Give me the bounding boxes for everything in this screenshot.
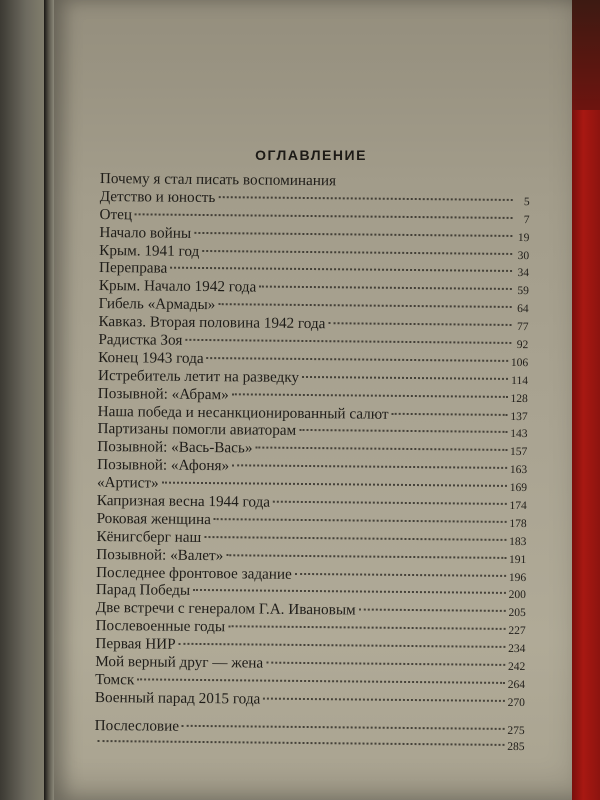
toc-entry-title: Послесловие	[94, 716, 180, 735]
toc-entry-page-number: 285	[507, 740, 525, 753]
dot-leader	[359, 609, 506, 612]
toc-entry-title: Истребитель летит на разведку	[97, 366, 300, 386]
dot-leader	[202, 250, 512, 255]
dot-leader	[302, 376, 508, 380]
toc-entry-page-number: 5	[523, 195, 530, 209]
toc-entry-page-number: 174	[509, 499, 527, 513]
toc-entry-page-number: 183	[509, 535, 527, 548]
toc-entry-page-number: 64	[517, 303, 529, 316]
dot-leader	[170, 267, 512, 272]
dot-leader	[214, 518, 507, 523]
dot-leader	[299, 429, 507, 433]
toc-heading: ОГЛАВЛЕНИЕ	[255, 147, 367, 163]
toc-entry-title: Детство и юность	[99, 187, 216, 206]
toc-entry-page-number: 227	[508, 625, 526, 638]
toc-entry-title: Гибель «Армады»	[98, 295, 216, 314]
toc-entry-page-number: 143	[510, 428, 528, 441]
toc-entry-title: Первая НИР	[95, 635, 176, 653]
toc-entry-page-number: 137	[510, 410, 528, 423]
toc-entry-page-number: 30	[517, 249, 530, 262]
dot-leader	[179, 643, 506, 648]
toc-entry-title: «Артист»	[96, 474, 159, 492]
dot-leader	[226, 554, 506, 559]
dot-leader	[162, 482, 507, 487]
dot-leader	[193, 589, 506, 594]
toc-entry-title: Конец 1943 года	[98, 348, 204, 367]
toc-entry-page-number: 114	[511, 374, 529, 387]
toc-entry-title: Военный парад 2015 года	[94, 688, 261, 708]
dot-leader	[339, 181, 513, 183]
dot-leader	[295, 572, 506, 576]
toc-entry-title: Почему я стал писать воспоминания	[99, 170, 337, 190]
dot-leader	[392, 412, 508, 415]
toc-entry-title: Наша победа и несанкционированный салют	[97, 402, 389, 423]
toc-entry-title: Парад Победы	[95, 581, 191, 600]
toc-entry-title: Крым. 1941 год	[99, 241, 200, 260]
dot-leader	[137, 678, 505, 684]
toc-entry-page-number: 196	[508, 571, 527, 584]
toc-entry-page-number: 270	[507, 696, 525, 709]
toc-entry-page-number: 34	[517, 267, 530, 280]
dot-leader	[135, 213, 513, 219]
toc-entry-title: Позывной: «Валет»	[96, 545, 224, 564]
toc-entry-page-number: 205	[508, 607, 526, 620]
toc-entry	[95, 689, 525, 711]
red-cover-edge	[572, 0, 600, 800]
toc-entry-page-number: 163	[509, 464, 528, 477]
dot-leader	[218, 303, 511, 308]
toc-entry-title: Позывной: «Абрам»	[97, 384, 229, 403]
toc-entry-page-number: 178	[509, 517, 527, 531]
toc-entry-page-number: 200	[508, 589, 526, 602]
toc-entry-title: Мой верный друг — жена	[95, 653, 264, 672]
dot-leader	[182, 725, 504, 730]
toc-entry-page-number: 275	[507, 724, 525, 737]
toc-entry-page-number: 77	[516, 321, 529, 334]
dot-leader	[204, 536, 506, 541]
cover-edge-shadow	[572, 0, 600, 110]
book-spine	[44, 0, 54, 800]
toc-entry-title: Томск	[95, 670, 135, 689]
toc-entry-page-number: 128	[510, 392, 528, 405]
toc-entry-page-number: 264	[507, 678, 526, 692]
dot-leader	[263, 697, 504, 701]
dot-leader	[266, 662, 505, 666]
dot-leader	[259, 286, 512, 290]
toc-entry-page-number: 234	[508, 643, 526, 656]
dot-leader	[194, 232, 512, 237]
toc-entry-title: Роковая женщина	[96, 509, 211, 529]
toc-entry-page-number: 7	[523, 213, 530, 226]
left-page-edge	[0, 0, 48, 800]
dot-leader	[228, 626, 505, 631]
toc-entry-title: Кёнигсберг наш	[96, 527, 202, 546]
toc-entry-title: Капризная весна 1944 года	[96, 492, 271, 511]
toc-entry-title: Позывной: «Вась-Вась»	[97, 438, 253, 457]
toc-entry-page-number: 191	[508, 553, 527, 566]
toc-entry-title: Позывной: «Афоня»	[97, 456, 230, 475]
toc-entry-title: Переправа	[98, 259, 168, 278]
dot-leader	[232, 465, 507, 470]
toc-entry-page-number: 106	[510, 356, 529, 370]
dot-leader	[207, 357, 508, 362]
dot-leader	[273, 501, 507, 505]
toc-entry-title: Послевоенные годы	[95, 617, 226, 636]
toc-entry-title: Кавказ. Вторая половина 1942 года	[98, 313, 326, 333]
toc-entry-title: Последнее фронтовое задание	[96, 563, 292, 583]
toc-entry-title: Две встречи с генералом Г.А. Ивановым	[95, 599, 356, 619]
toc-entry-page-number: 157	[510, 446, 528, 459]
toc-entry-title: Отец	[99, 205, 133, 224]
toc-entry-page-number: 59	[517, 285, 529, 298]
dot-leader	[255, 447, 507, 451]
toc-entry-page-number: 242	[507, 660, 526, 674]
dot-leader	[328, 322, 511, 326]
dot-leader	[98, 740, 505, 746]
toc-entry-title: Партизаны помогли авиаторам	[97, 420, 297, 440]
dot-leader	[232, 393, 508, 398]
toc-entry-title: Крым. Начало 1942 года	[98, 277, 257, 296]
toc-entry-title: Начало войны	[99, 223, 192, 242]
toc-entry-page-number: 169	[509, 482, 528, 495]
table-of-contents	[94, 170, 530, 757]
toc-entry-page-number: 19	[517, 231, 530, 244]
dot-leader	[218, 196, 512, 201]
toc-entry-page-number: 92	[516, 339, 529, 352]
toc-entry-title: Радистка Зоя	[98, 331, 183, 349]
dot-leader	[185, 339, 511, 344]
